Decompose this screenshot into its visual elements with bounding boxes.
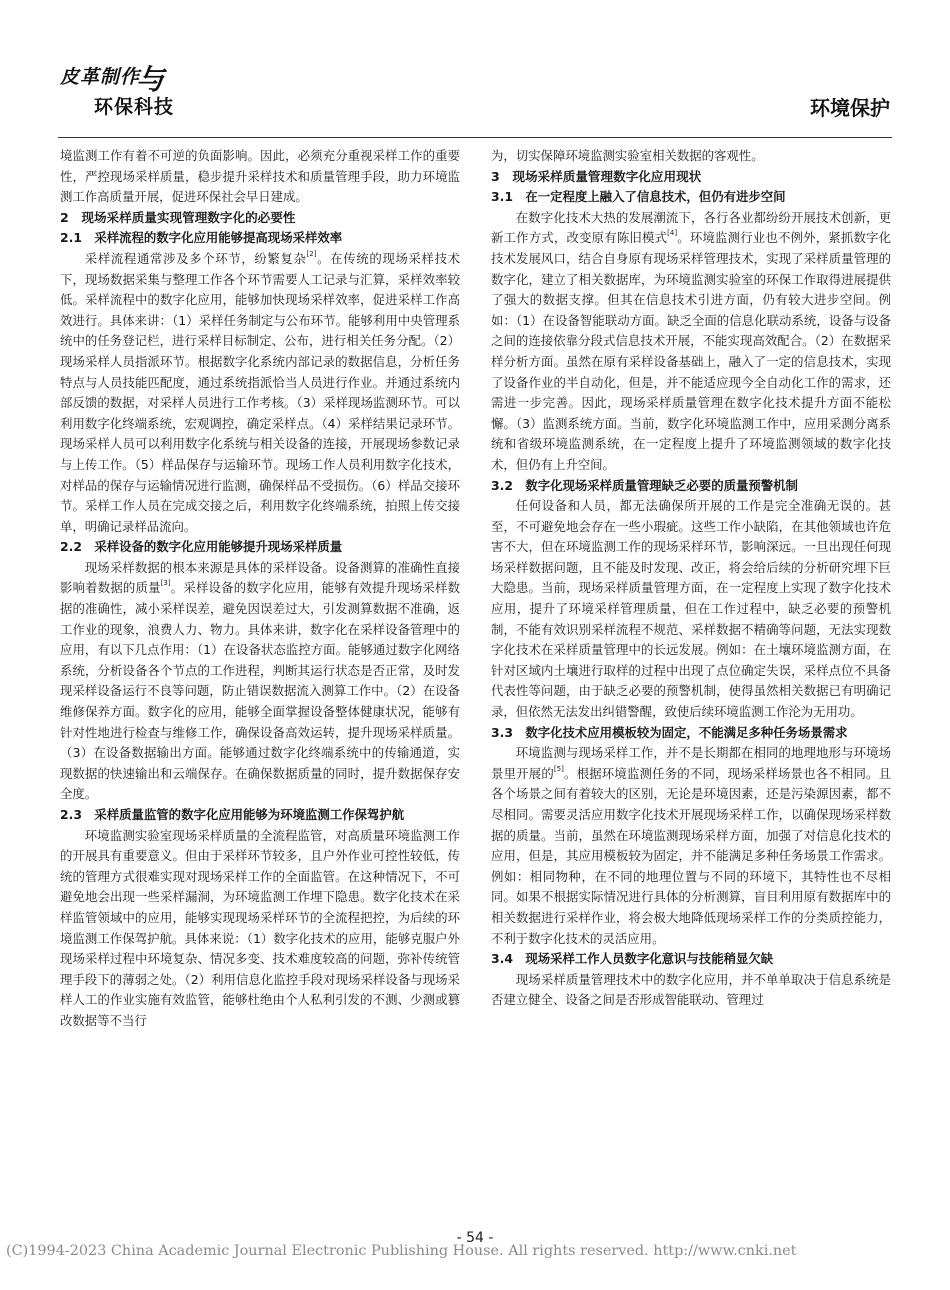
paragraph-3-4: 现场采样质量管理技术中的数字化应用，并不单单取决于信息系统是否建立健全、设备之间是否形成智能联动、管理过 xyxy=(491,971,891,1008)
paragraph-3-2: 任何设备和人员，都无法确保所开展的工作是完全准确无误的。甚至，不可避免地会存在一些小瑕疵。这些工作小缺陷，在其他领域也许危害不大，但在环境监测工作的现场采样环节，影响深远。一旦出现任何现场采样数据问题，且不能及时发现、改正，将会给后续的分析研究埋下巨大隐患。当前，现场采样质量管理方面，在一定程度上实现了数字化技术应用，提升了环境采样管理质量，但在工作过程中，缺乏必要的预警机制，不能有效识别采样流程不规范、采样数据不精确等问题，无法实现数字化技术在采样质量管理中的长远发展。例如：在土壤环境监测方面，在针对区域内土壤进行取样的过程中出现了点位确定失误，采样点位不具备代表性等问题，由于缺乏必要的预警机制，使得虽然相关数据已有明确记录，但依然无法发出纠错警醒，致使后续环境监测工作沦为无用功。 xyxy=(491,498,891,720)
citation-ref: [2] xyxy=(306,249,317,258)
heading-3-4: 3.4 现场采样工作人员数字化意识与技能稍显欠缺 xyxy=(491,951,774,967)
journal-title-part2: 环保科技 xyxy=(94,96,175,118)
heading-3-3: 3.3 数字化技术应用模板较为固定，不能满足多种任务场景需求 xyxy=(491,724,848,740)
paragraph-continued: 为，切实保障环境监测实验室相关数据的客观性。 xyxy=(491,148,764,163)
copyright-watermark: (C)1994-2023 China Academic Journal Electronic Publishing House. All rights reserved. http://www.cnki.net xyxy=(6,1243,797,1259)
journal-title-conjunction: 与 xyxy=(136,63,165,96)
heading-2-2: 2.2 采样设备的数字化应用能够提升现场采样质量 xyxy=(60,539,343,555)
page-header xyxy=(58,56,892,136)
citation-ref: [3] xyxy=(160,579,171,588)
heading-section-2: 2 现场采样质量实现管理数字化的必要性 xyxy=(60,209,296,225)
journal-title-part1: 皮革制作 xyxy=(60,66,141,88)
heading-3-2: 3.2 数字化现场采样质量管理缺乏必要的质量预警机制 xyxy=(491,477,798,493)
page-number: - 54 - xyxy=(456,1230,494,1246)
heading-3-1: 3.1 在一定程度上融入了信息技术，但仍有进步空间 xyxy=(491,189,786,205)
left-column xyxy=(60,146,460,1032)
heading-2-3: 2.3 采样质量监管的数字化应用能够为环境监测工作保驾护航 xyxy=(60,807,405,822)
section-tag: 环境保护 xyxy=(810,96,890,120)
paragraph-2-3: 环境监测实验室现场采样质量的全流程监管，对高质量环境监测工作的开展具有重要意义。但由于采样环节较多，且户外作业可控性较低，传统的管理方式很难实现对现场采样工作的全面监管。在这种情况下，不可避免地会出现一些采样漏洞，为环境监测工作埋下隐患。数字化技术在采样监管领域中的应用，能够实现现场采样环节的全流程把控，为后续的环境监测工作保驾护航。具体来说：（1）数字化技术的应用，能够克服户外现场采样过程中环境复杂、情况多变、技术难度较高的问题，弥补传统管理手段下的薄弱之处。（2）利用信息化监控手段对现场采样设备与现场采样人工的作业实施有效监管，能够杜绝由个人私利引发的不测、少测或篡改数据等不当行 xyxy=(60,827,460,1028)
paragraph-2-2: 现场采样数据的根本来源是具体的采样设备。设备测算的准确性直接影响着数据的质量[3]。采样设备的数字化应用，能够有效提升现场采样数据的准确性，减小采样误差，避免因误差过大，引发测算数据不准确，返工作业的现象，浪费人力、物力。具体来讲，数字化在采样设备管理中的应用，有以下几点作用：（1）在设备状态监控方面。能够通过数字化网络系统，分析设备各个节点的工作进程，判断其运行状态是否正常，及时发现采样设备运行不良等问题，防止错误数据流入测算工作中。（2）在设备维修保养方面。数字化的应用，能够全面掌握设备整体健康状况，能够有针对性地进行检查与维修工作，确保设备高效运转，提升现场采样质量。（3）在设备数据输出方面。能够通过数字化终端系统中的传输通道，实现数据的快速输出和云端保存。在确保数据质量的同时，提升数据保存安全度。 xyxy=(60,559,461,802)
header-rule xyxy=(58,137,892,138)
paragraph-3-3: 环境监测与现场采样工作，并不是长期都在相同的地理地形与环境场景里开展的[5]。根据环境监测任务的不同，现场采样场景也各不相同。且各个场景之间有着较大的区别，无论是环境因素，还是污染源因素，都不尽相同。需要灵活应用数字化技术开展现场采样工作，以确保现场采样数据的质量。当前，虽然在环境监测现场采样方面，加强了对信息化技术的应用，但是，其应用模板较为固定，并不能满足多种任务场景工作需求。例如：相同物种，在不同的地理位置与不同的环境下，其特性也不尽相同。如果不根据实际情况进行具体的分析测算，盲目利用原有数据库中的相关数据进行采样作业，将会极大地降低现场采样工作的分类质控能力，不利于数字化技术的灵活应用。 xyxy=(491,745,892,946)
citation-ref: [4] xyxy=(667,229,678,238)
heading-section-3: 3 现场采样质量管理数字化应用现状 xyxy=(491,168,702,184)
paragraph-continued: 境监测工作有着不可逆的负面影响。因此，必须充分重视采样工作的重要性，严控现场采样质量，稳步提升采样技术和质量管理手段，助力环境监测工作高质量开展，促进环保社会早日建成。 xyxy=(60,148,460,205)
heading-2-1: 2.1 采样流程的数字化应用能够提高现场采样效率 xyxy=(60,230,343,246)
citation-ref: [5] xyxy=(553,764,564,773)
paragraph-2-1: 采样流程通常涉及多个环节，纷繁复杂[2]。在传统的现场采样技术下，现场数据采集与整理工作各个环节需要人工记录与汇算，采样效率较低。采样流程中的数字化应用，能够加快现场采样效率，促进采样工作高效进行。具体来讲：（1）采样任务制定与公布环节。能够利用中央管理系统中的任务登记栏，进行采样目标制定、公布，进行相关任务分配。（2）现场采样人员指派环节。根据数字化系统内部记录的数据信息，分析任务特点与人员技能匹配度，通过系统指派恰当人员进行作业。并通过系统内部反馈的数据，对采样人员进行工作考核。（3）采样现场监测环节。可以利用数字化终端系统，宏观调控，确定采样点。（4）采样结果记录环节。现场采样人员可以利用数字化系统与相关设备的连接，开展现场参数记录与上传工作。（5）样品保存与运输环节。现场工作人员利用数字化技术，对样品的保存与运输情况进行监测，确保样品不受损伤。（6）样品交接环节。采样工作人员在完成交接之后，利用数字化终端系统，拍照上传交接单，明确记录样品流向。 xyxy=(60,249,461,534)
right-column xyxy=(491,146,891,1011)
paragraph-3-1: 在数字化技术大热的发展潮流下，各行各业都纷纷开展技术创新，更新工作方式，改变原有陈旧模式[4]。环境监测行业也不例外，紧抓数字化技术发展风口，结合自身原有现场采样管理技术，实现了采样质量管理的数字化，建立了相关数据库，为环境监测实验室的环保工作取得进展提供了强大的数据支撑。但其在信息技术引进方面，仍有较大进步空间。例如：（1）在设备智能联动方面。缺乏全面的信息化联动系统，设备与设备之间的连接依靠分段式信息技术开展，不能实现高效配合。（2）在数据采样分析方面。虽然在原有采样设备基础上，融入了一定的信息技术，实现了设备作业的半自动化，但是，并不能适应现今全自动化工作的需求，还需进一步完善。因此，现场采样质量管理在数字化技术提升方面不能松懈。（3）监测系统方面。当前，数字化环境监测工作中，应用采测分离系统和省级环境监测系统，在一定程度上提升了环境监测领域的数字化技术，但仍有上升空间。 xyxy=(491,209,892,472)
